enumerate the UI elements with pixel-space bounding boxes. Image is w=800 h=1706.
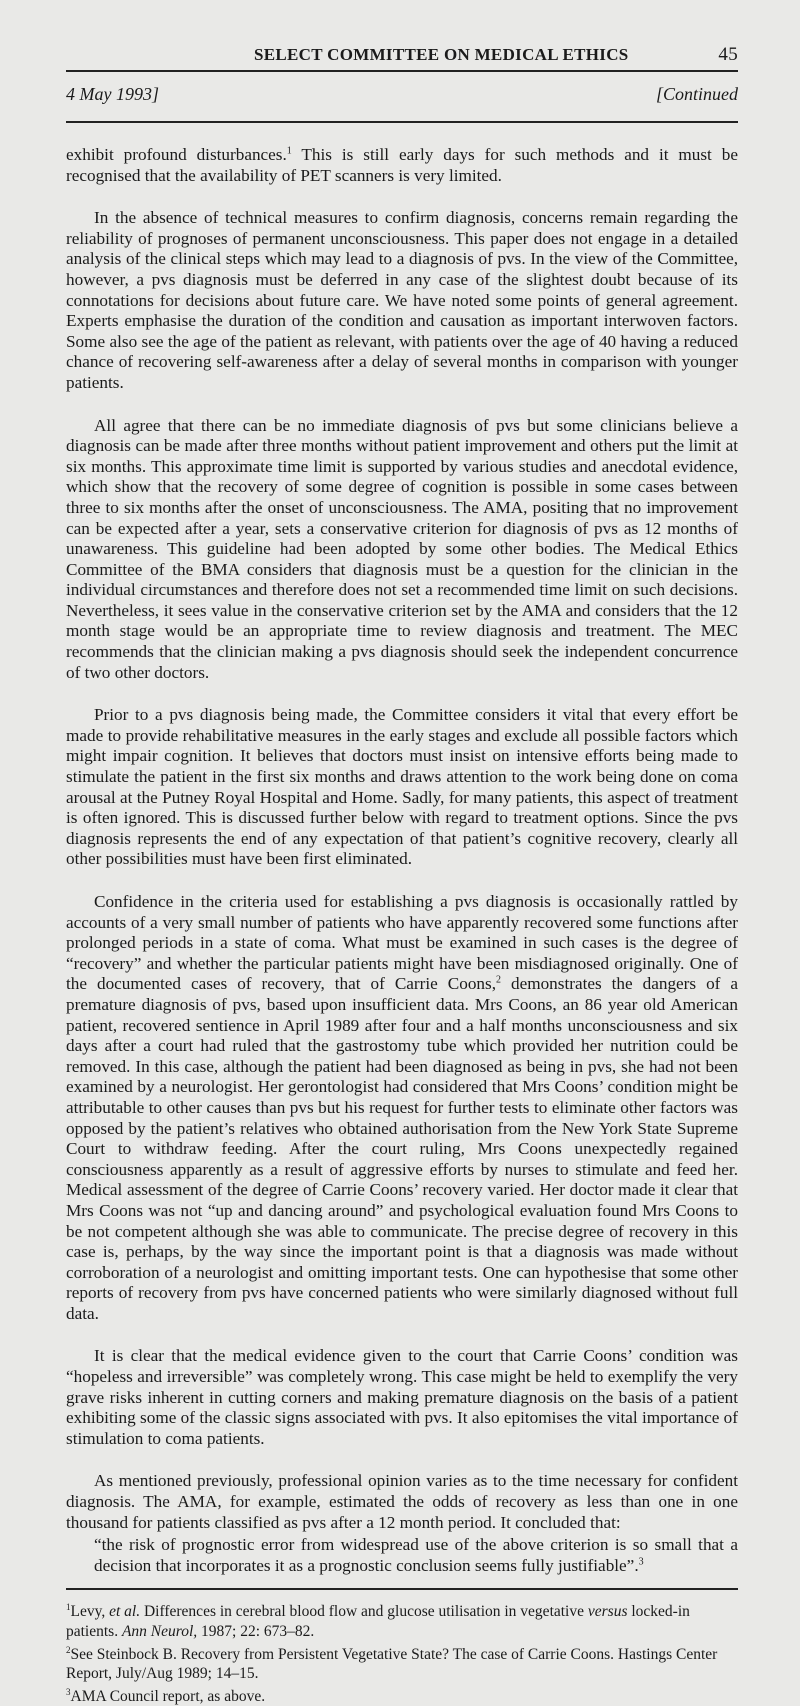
footnote: $^3$AMA Council report, as above. [66,1686,266,1705]
continued-label: [Continued [655,84,738,104]
running-head [66,0,738,66]
paragraph: In the absence of technical measures to confirm diagnosis, concerns remain regarding the reliability of prognoses of permanent unconsciousness. This paper does not engage in a detailed analysis of the clinical steps which may lead to a diagnosis of pvs. In the view of the Committee, however, a pvs diagnosis must be deferred in any case of the slightest doubt because of its connotations for decisions about future care. We have noted some points of general agreement. Experts emphasise the duration of the condition and causation as important interwoven factors. Some also see the age of the patient as relevant, with patients over the age of 40 having a reduced chance of recovering self-awareness after a delay of several months in comparison with younger patients. [66,208,738,392]
footnote: $^2$See Steinbock B. Recovery from Persistent Vegetative State? The case of Carrie Coons. Hastings Center Report, July/Aug 1989; 14–15. [66,1644,718,1682]
page-number: 45 [718,44,738,65]
block-quote: “the risk of prognostic error from widespread use of the above criterion is so small that a decision that incorporates it as a prognostic conclusion seems fully justifiable”.$^3$ [94,1535,738,1575]
paragraph: Confidence in the criteria used for establishing a pvs diagnosis is occasionally rattled by accounts of a very small number of patients who have apparently recovered some functions after prolonged periods in a state of coma. What must be examined in such cases is the degree of “recovery” and whether the particular patients might have been misdiagnosed originally. One of the documented cases of recovery, that of Carrie Coons,$^2$ demonstrates the dangers of a premature diagnosis of pvs, based upon insufficient data. Mrs Coons, an 86 year old American patient, recovered sentience in April 1989 after four and a half months unconsciousness and six days after a court had ruled that the gastrostomy tube which provided her nutrition could be removed. In this case, although the patient had been diagnosed as being in pvs, she had not been examined by a neurologist. Her gerontologist had considered that Mrs Coons’ condition might be attributable to other causes than pvs but his request for further tests to eliminate other factors was opposed by the patient’s relatives who obtained authorisation from the New York State Supreme Court to withdraw feeding. After the court ruling, Mrs Coons unexpectedly regained consciousness apparently as a result of aggressive efforts by nurses to stimulate and feed her. Medical assessment of the degree of Carrie Coons’ recovery varied. Her doctor made it clear that Mrs Coons was not “up and dancing around” and psychological evaluation found Mrs Coons to be not competent although she was able to communicate. The precise degree of recovery in this case is, perhaps, by the way since the important point is that a diagnosis was made without corroboration of a neurologist and omitting important tests. One can hypothesise that some other reports of recovery from pvs have concerned patients who were similarly diagnosed without full data. [66,892,738,1323]
paragraph: exhibit profound disturbances.$^1$ This is still early days for such methods and it must be recognised that the availability of PET scanners is very limited. [66,145,738,185]
paragraph: All agree that there can be no immediate diagnosis of pvs but some clinicians believe a diagnosis can be made after three months without patient improvement and others put the limit at six months. This approximate time limit is supported by various studies and anecdotal evidence, which show that the recovery of some degree of cognition is possible in some cases between three to six months after the onset of unconsciousness. The AMA, positing that no improvement can be expected after a year, sets a conservative criterion for diagnosis of pvs as 12 months of unawareness. This guideline had been adopted by some other bodies. The Medical Ethics Committee of the BMA considers that diagnosis must be a question for the clinician in the individual circumstances and therefore does not set a recommended time limit on such decisions. Nevertheless, it sees value in the conservative criterion set by the AMA and considers that the 12 month stage would be an appropriate time to review diagnosis and treatment. The MEC recommends that the clinician making a pvs diagnosis should seek the independent concurrence of two other doctors. [66,415,738,682]
paragraph: Prior to a pvs diagnosis being made, the Committee considers it vital that every effort be made to provide rehabilitative measures in the early stages and exclude all possible factors which might impair cognition. It believes that doctors must insist on intensive efforts being made to stimulate the patient in the first six months and draws attention to the work being done on coma arousal at the Putney Royal Hospital and Home. Sadly, for many patients, this aspect of treatment is often ignored. This is discussed further below with regard to treatment options. Since the pvs diagnosis represents the end of any expectation of that patient’s cognitive recovery, clearly all other possibilities must have been first eliminated. [66,705,738,869]
date-rule [66,121,738,123]
paragraph: It is clear that the medical evidence given to the court that Carrie Coons’ condition was “hopeless and irreversible” was completely wrong. This case might be held to exemplify the very grave risks inherent in cutting corners and making premature diagnosis on the basis of a patient exhibiting some of the classic signs associated with pvs. It also epitomises the vital importance of stimulation to coma patients. [66,1346,738,1448]
date-line [66,84,738,105]
paragraph: As mentioned previously, professional opinion varies as to the time necessary for confident diagnosis. The AMA, for example, estimated the odds of recovery as less than one in one thousand for patients classified as pvs after a 12 month period. It concluded that: [66,1471,738,1532]
footnotes [66,1598,738,1705]
sitting-date: 4 May 1993] [66,84,159,104]
footnote-rule [66,1588,738,1590]
footnote: $^1$Levy, et al. Differences in cerebral blood flow and glucose utilisation in vegetative versus locked-in patients. Ann Neurol, 1987; 22: 673–82. [66,1602,690,1640]
header-rule [66,70,738,72]
body-text [66,145,738,1533]
running-title: SELECT COMMITTEE ON MEDICAL ETHICS [254,45,629,64]
